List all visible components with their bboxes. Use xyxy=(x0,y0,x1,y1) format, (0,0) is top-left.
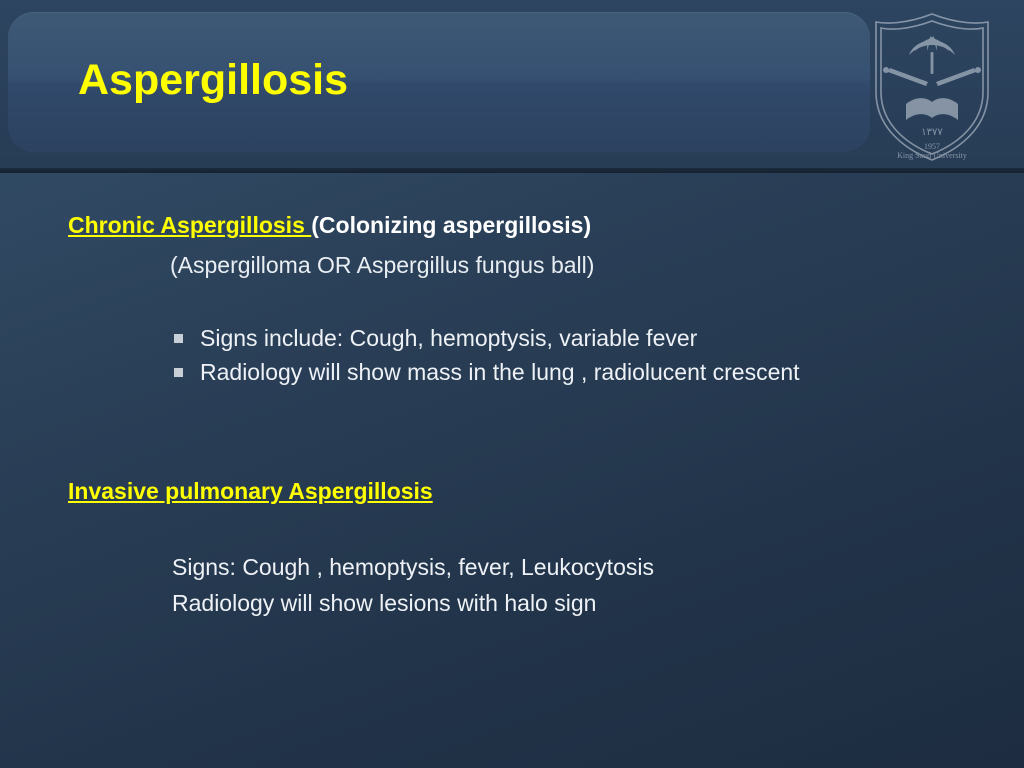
list-item xyxy=(174,325,800,352)
section-1-bullet-list xyxy=(174,325,800,386)
section-2-line-list xyxy=(172,554,654,617)
section-chronic-aspergillosis xyxy=(68,212,800,393)
svg-text:King Saud University: King Saud University xyxy=(897,151,967,160)
list-item: Radiology will show lesions with halo sign xyxy=(172,590,597,616)
section-1-heading xyxy=(68,212,800,239)
list-item: Signs: Cough , hemoptysis, fever, Leukocytosis xyxy=(172,554,654,580)
page-title: Aspergillosis xyxy=(78,56,349,104)
square-bullet-icon xyxy=(174,368,183,377)
section-1-heading-accent: Chronic Aspergillosis xyxy=(68,212,312,238)
list-item-label: Radiology will show mass in the lung , radiolucent crescent xyxy=(200,359,800,385)
section-1-heading-rest: (Colonizing aspergillosis) xyxy=(311,212,592,238)
svg-text:١٣٧٧: ١٣٧٧ xyxy=(921,127,943,138)
section-2-heading: Invasive pulmonary Aspergillosis xyxy=(68,478,433,504)
section-invasive-pulmonary-aspergillosis xyxy=(68,478,654,626)
list-item xyxy=(174,359,800,386)
section-1-subheading: (Aspergilloma OR Aspergillus fungus ball) xyxy=(170,252,595,278)
list-item-label: Signs include: Cough, hemoptysis, variable fever xyxy=(200,325,698,351)
slide-content xyxy=(0,168,1024,768)
svg-text:1957: 1957 xyxy=(924,142,940,151)
square-bullet-icon xyxy=(174,334,183,343)
king-saud-university-logo-icon xyxy=(862,8,1002,168)
